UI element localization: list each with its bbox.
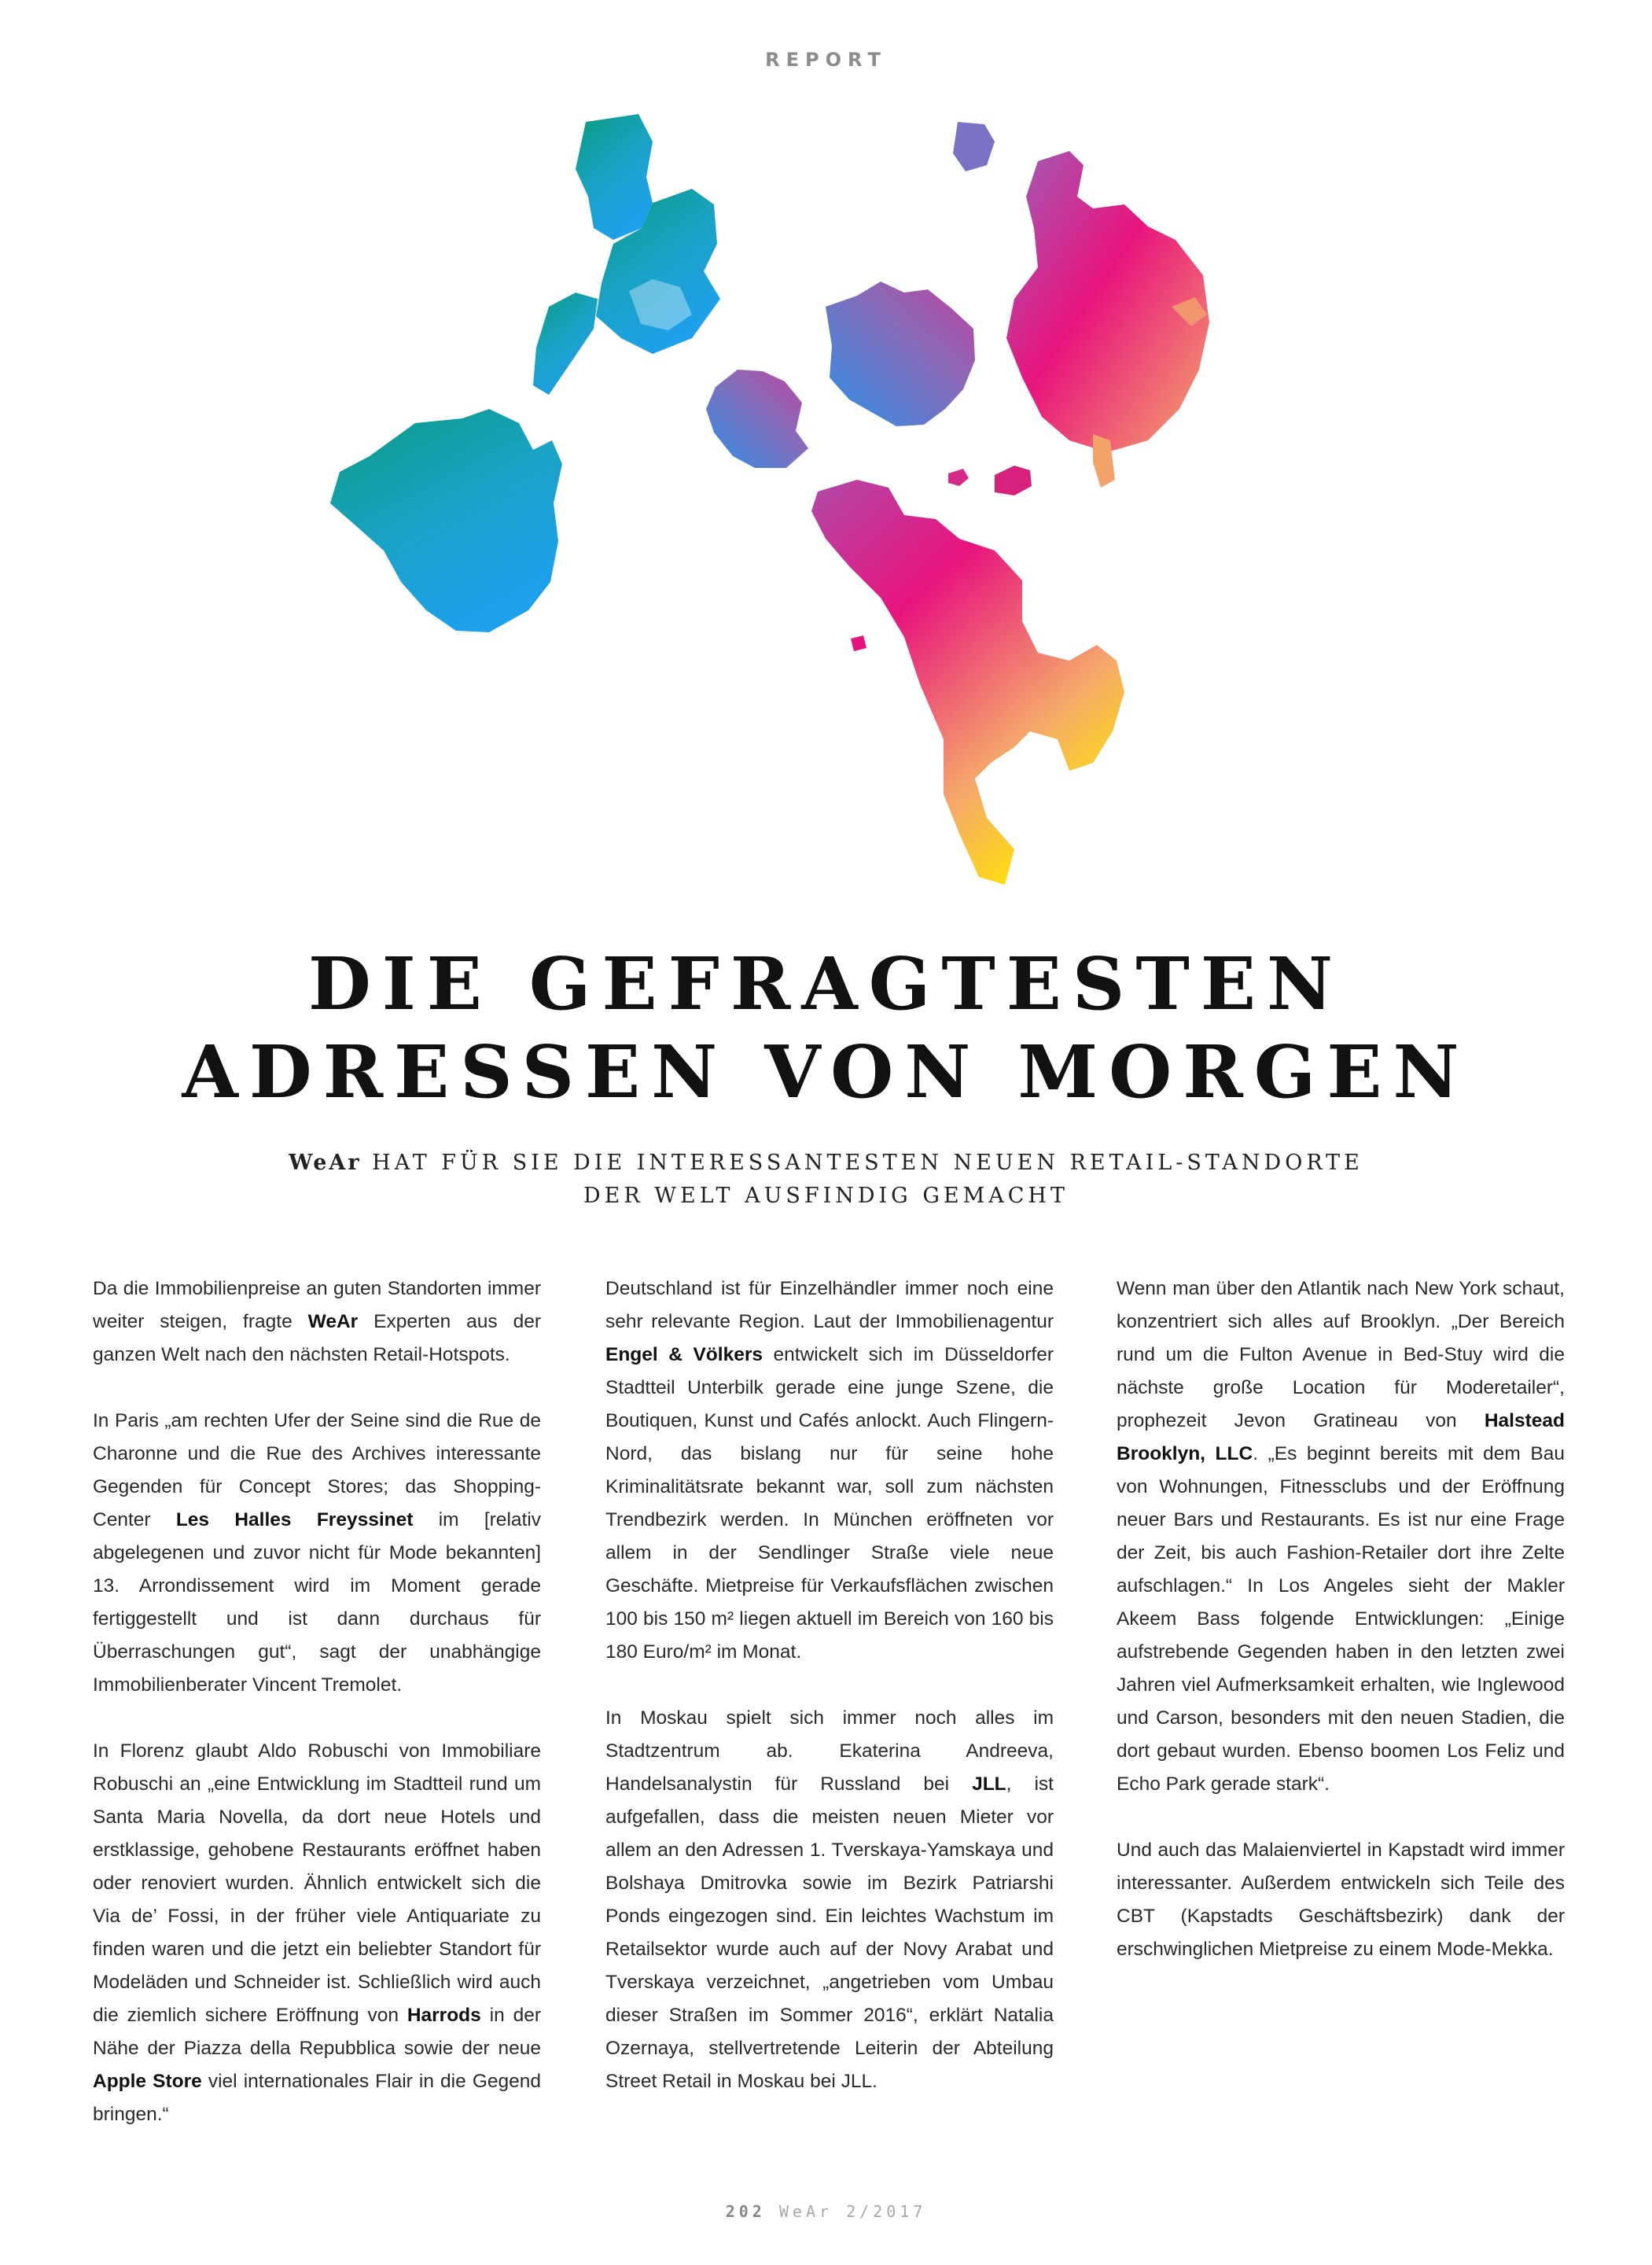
section-label: REPORT (765, 49, 887, 71)
page-number: 202 (725, 2202, 766, 2221)
new-york-map (330, 114, 720, 632)
article-column-3 (1117, 1272, 1565, 1999)
paragraph: In Florenz glaubt Aldo Robuschi von Immobiliare Robuschi an „eine Entwicklung im Stadtteil rund um Santa Maria Novella, da dort neue Hotels und erstklassige, gehobene Restaurants eröffnet haben oder renoviert wurden. Ähnlich entwickelt sich die Via de’ Fossi, in der früher viele Antiquariate zu finden waren und die jetzt ein beliebter Standort für Modeläden und Schneider ist. Schließlich wird auch die ziemlich sichere Eröffnung von Harrods in der Nähe der Piazza della Repubblica sowie der neue Apple Store viel internationales Flair in die Gegend bringen.“ (93, 1740, 542, 2125)
headline-line-1: DIE GEFRAGTESTEN (307, 941, 1345, 1026)
paragraph: Da die Immobilienpreise an guten Standorten immer weiter steigen, fragte WeAr Experten aus der ganzen Welt nach den nächsten Retail-Hotspots. (93, 1278, 541, 1365)
paragraph: In Paris „am rechten Ufer der Seine sind die Rue de Charonne und die Rue des Archives interessante Gegenden für Concept Stores; das Shopping-Center Les Halles Freyssinet im [relativ abgelegenen und zuvor nicht für Mode bekannten] 13. Arrondissement wird im Moment gerade fertiggestellt und ist dann durchaus für Überraschungen gut“, sagt der unabhängige Immobilienberater Vincent Tremolet. (93, 1410, 542, 1696)
city-maps-illustration (283, 110, 1305, 889)
paragraph: Wenn man über den Atlantik nach New York schaut, konzentriert sich alles auf Brooklyn. „Der Bereich rund um die Fulton Avenue in Bed-Stuy wird die nächste große Location für Moderetailer“, prophezeit Jevon Gratineau von Halstead Brooklyn, LLC. „Es beginnt bereits mit dem Bau von Wohnungen, Fitnessclubs und der Eröffnung neuer Bars und Restaurants. Es ist nur eine Frage der Zeit, bis auch Fashion-Retailer dort ihre Zelte aufschlagen.“ In Los Angeles sieht der Makler Akeem Bass folgende Entwicklungen: „Einige aufstrebende Gegenden haben in den letzten zwei Jahren viel Aufmerksamkeit erhalten, wie Inglewood und Carson, besonders mit den neuen Stadien, die dort gebaut wurden. Ebenso boomen Los Feliz und Echo Park gerade stark“. (1117, 1278, 1565, 1795)
moscow-map (1006, 151, 1209, 488)
headline-line-2: ADRESSEN VON MORGEN (182, 1029, 1470, 1114)
article-column-1 (93, 1272, 541, 2164)
europe-cities-map (706, 122, 1032, 495)
page-footer (0, 2202, 1652, 2221)
cape-town-map (811, 480, 1124, 885)
paragraph: In Moskau spielt sich immer noch alles im Stadtzentrum ab. Ekaterina Andreeva, Handelsanalystin für Russland bei JLL, ist aufgefallen, dass die meisten neuen Mieter vor allem an den Adressen 1. Tverskaya-Yamskaya und Bolshaya Dmitrovka sowie im Bezirk Patriarshi Ponds eingezogen sind. Ein leichtes Wachstum im Retailsektor wurde auch auf der Novy Arabat und Tverskaya verzeichnet, „angetrieben vom Umbau dieser Straßen im Sommer 2016“, erklärt Natalia Ozernaya, stellvertretende Leiterin der Abteilung Street Retail in Moskau bei JLL. (605, 1707, 1054, 2092)
article-body (93, 1272, 1571, 2138)
subtitle (0, 1147, 1652, 1213)
paragraph: Deutschland ist für Einzelhändler immer noch eine sehr relevante Region. Laut der Immobilienagentur Engel & Völkers entwickelt sich im Düsseldorfer Stadtteil Unterbilk gerade eine junge Szene, die Boutiquen, Kunst und Cafés anlockt. Auch Flingern-Nord, das bislang nur für seine hohe Kriminalitätsrate bekannt war, soll zum nächsten Trendbezirk werden. In München eröffneten vor allem in der Sendlinger Straße viele neue Geschäfte. Mietpreise für Verkaufsflächen zwischen 100 bis 150 m² liegen aktuell im Bereich von 160 bis 180 Euro/m² im Monat. (605, 1278, 1054, 1663)
headline (0, 940, 1652, 1116)
subtitle-line-1-text: HAT FÜR SIE DIE INTERESSANTESTEN NEUEN RETAIL-STANDORTE (361, 1151, 1363, 1175)
subtitle-line-2: DER WELT AUSFINDIG GEMACHT (583, 1184, 1069, 1208)
subtitle-brand: WeAr (289, 1151, 362, 1175)
article-column-2 (605, 1272, 1054, 2131)
subtitle-line-1 (0, 1147, 1652, 1180)
issue-label: WeAr 2/2017 (778, 2202, 927, 2221)
paragraph: Und auch das Malaienviertel in Kapstadt wird immer interessanter. Außerdem entwickeln sich Teile des CBT (Kapstadts Geschäftsbezirk) dank der erschwinglichen Mietpreise zu einem Mode-Mekka. (1117, 1840, 1565, 1960)
